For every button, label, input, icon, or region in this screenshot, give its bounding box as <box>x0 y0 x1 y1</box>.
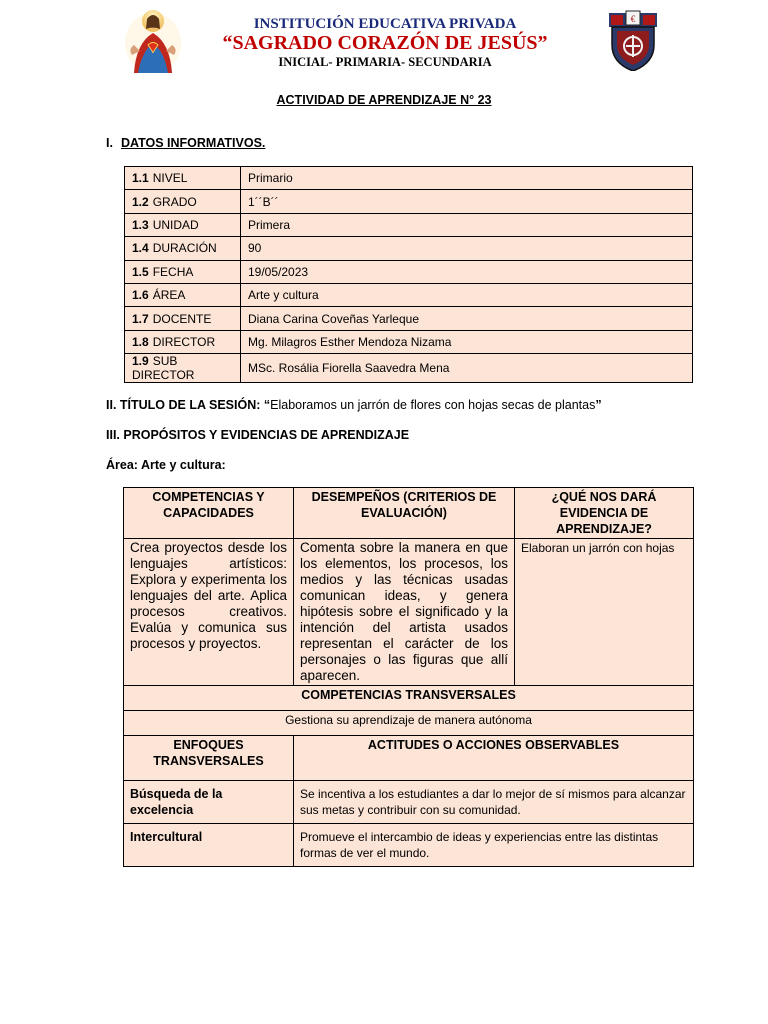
table-row: 1.9 SUB DIRECTOR MSc. Rosália Fiorella Saavedra Mena <box>125 354 693 383</box>
column-header: DESEMPEÑOS (CRITERIOS DE EVALUACIÓN) <box>294 488 515 539</box>
transversales-header: COMPETENCIAS TRANSVERSALES <box>124 686 694 711</box>
column-header: COMPETENCIAS Y CAPACIDADES <box>124 488 294 539</box>
evidencia-cell: Elaboran un jarrón con hojas <box>515 539 694 686</box>
section-3-heading: III. PROPÓSITOS Y EVIDENCIAS DE APRENDIZAJE <box>106 428 410 442</box>
table-row <box>124 781 694 824</box>
enfoque-action: Promueve el intercambio de ideas y experiencias entre las distintas formas de ver el mundo. <box>294 824 694 867</box>
column-header: ACTITUDES O ACCIONES OBSERVABLES <box>294 736 694 781</box>
table-row: 1.4 DURACIÓN 90 <box>125 237 693 260</box>
competencias-cell: Crea proyectos desde los lenguajes artísticos: Explora y experimenta los lenguajes del arte. Aplica procesos creativos. Evalúa y comunica sus procesos y proyectos. <box>124 539 294 686</box>
transversal-cell: Gestiona su aprendizaje de manera autónoma <box>124 711 694 736</box>
session-title: Elaboramos un jarrón de flores con hojas secas de plantas <box>270 398 596 412</box>
desempenos-cell: Comenta sobre la manera en que los elementos, los procesos, los medios y las técnicas usadas comunican ideas, y genera hipótesis sobre el significado y la intención del artista usados representan el carácter de los personajes o las figuras que allí aparecen. <box>294 539 515 686</box>
section-1-heading: I. DATOS INFORMATIVOS. <box>106 136 266 150</box>
school-name-heading: “SAGRADO CORAZÓN DE JESÚS” <box>222 32 548 54</box>
enfoque-action: Se incentiva a los estudiantes a dar lo mejor de sí mismos para alcanzar sus metas y contribuir con su comunidad. <box>294 781 694 824</box>
table-row: 1.7 DOCENTE Diana Carina Coveñas Yarleque <box>125 307 693 330</box>
area-label: Área: Arte y cultura: <box>106 458 226 472</box>
info-table <box>124 166 693 383</box>
competencies-table <box>123 487 694 867</box>
enfoque-name: Intercultural <box>124 824 294 867</box>
column-header: ¿QUÉ NOS DARÁ EVIDENCIA DE APRENDIZAJE? <box>515 488 694 539</box>
table-row: 1.8 DIRECTOR Mg. Milagros Esther Mendoza Nizama <box>125 330 693 353</box>
school-levels-heading: INICIAL- PRIMARIA- SECUNDARIA <box>278 55 492 69</box>
activity-title: ACTIVIDAD DE APRENDIZAJE N° 23 <box>276 93 492 107</box>
table-row: 1.1 NIVEL Primario <box>125 167 693 190</box>
table-row <box>124 711 694 736</box>
table-row: 1.3 UNIDAD Primera <box>125 213 693 236</box>
enfoque-name: Búsqueda de la excelencia <box>124 781 294 824</box>
table-row <box>124 686 694 711</box>
table-row <box>124 824 694 867</box>
table-header-row <box>124 488 694 539</box>
section-2-heading: II. TÍTULO DE LA SESIÓN: “Elaboramos un jarrón de flores con hojas secas de plantas” <box>106 398 602 412</box>
column-header: ENFOQUES TRANSVERSALES <box>124 736 294 781</box>
table-header-row <box>124 736 694 781</box>
table-row: 1.2 GRADO 1´´B´´ <box>125 190 693 213</box>
school-type-heading: INSTITUCIÓN EDUCATIVA PRIVADA <box>253 16 517 32</box>
svg-text:€: € <box>630 14 636 24</box>
table-row: 1.5 FECHA 19/05/2023 <box>125 260 693 283</box>
school-shield-logo <box>609 9 657 71</box>
table-row <box>124 539 694 686</box>
table-row: 1.6 ÁREA Arte y cultura <box>125 283 693 306</box>
